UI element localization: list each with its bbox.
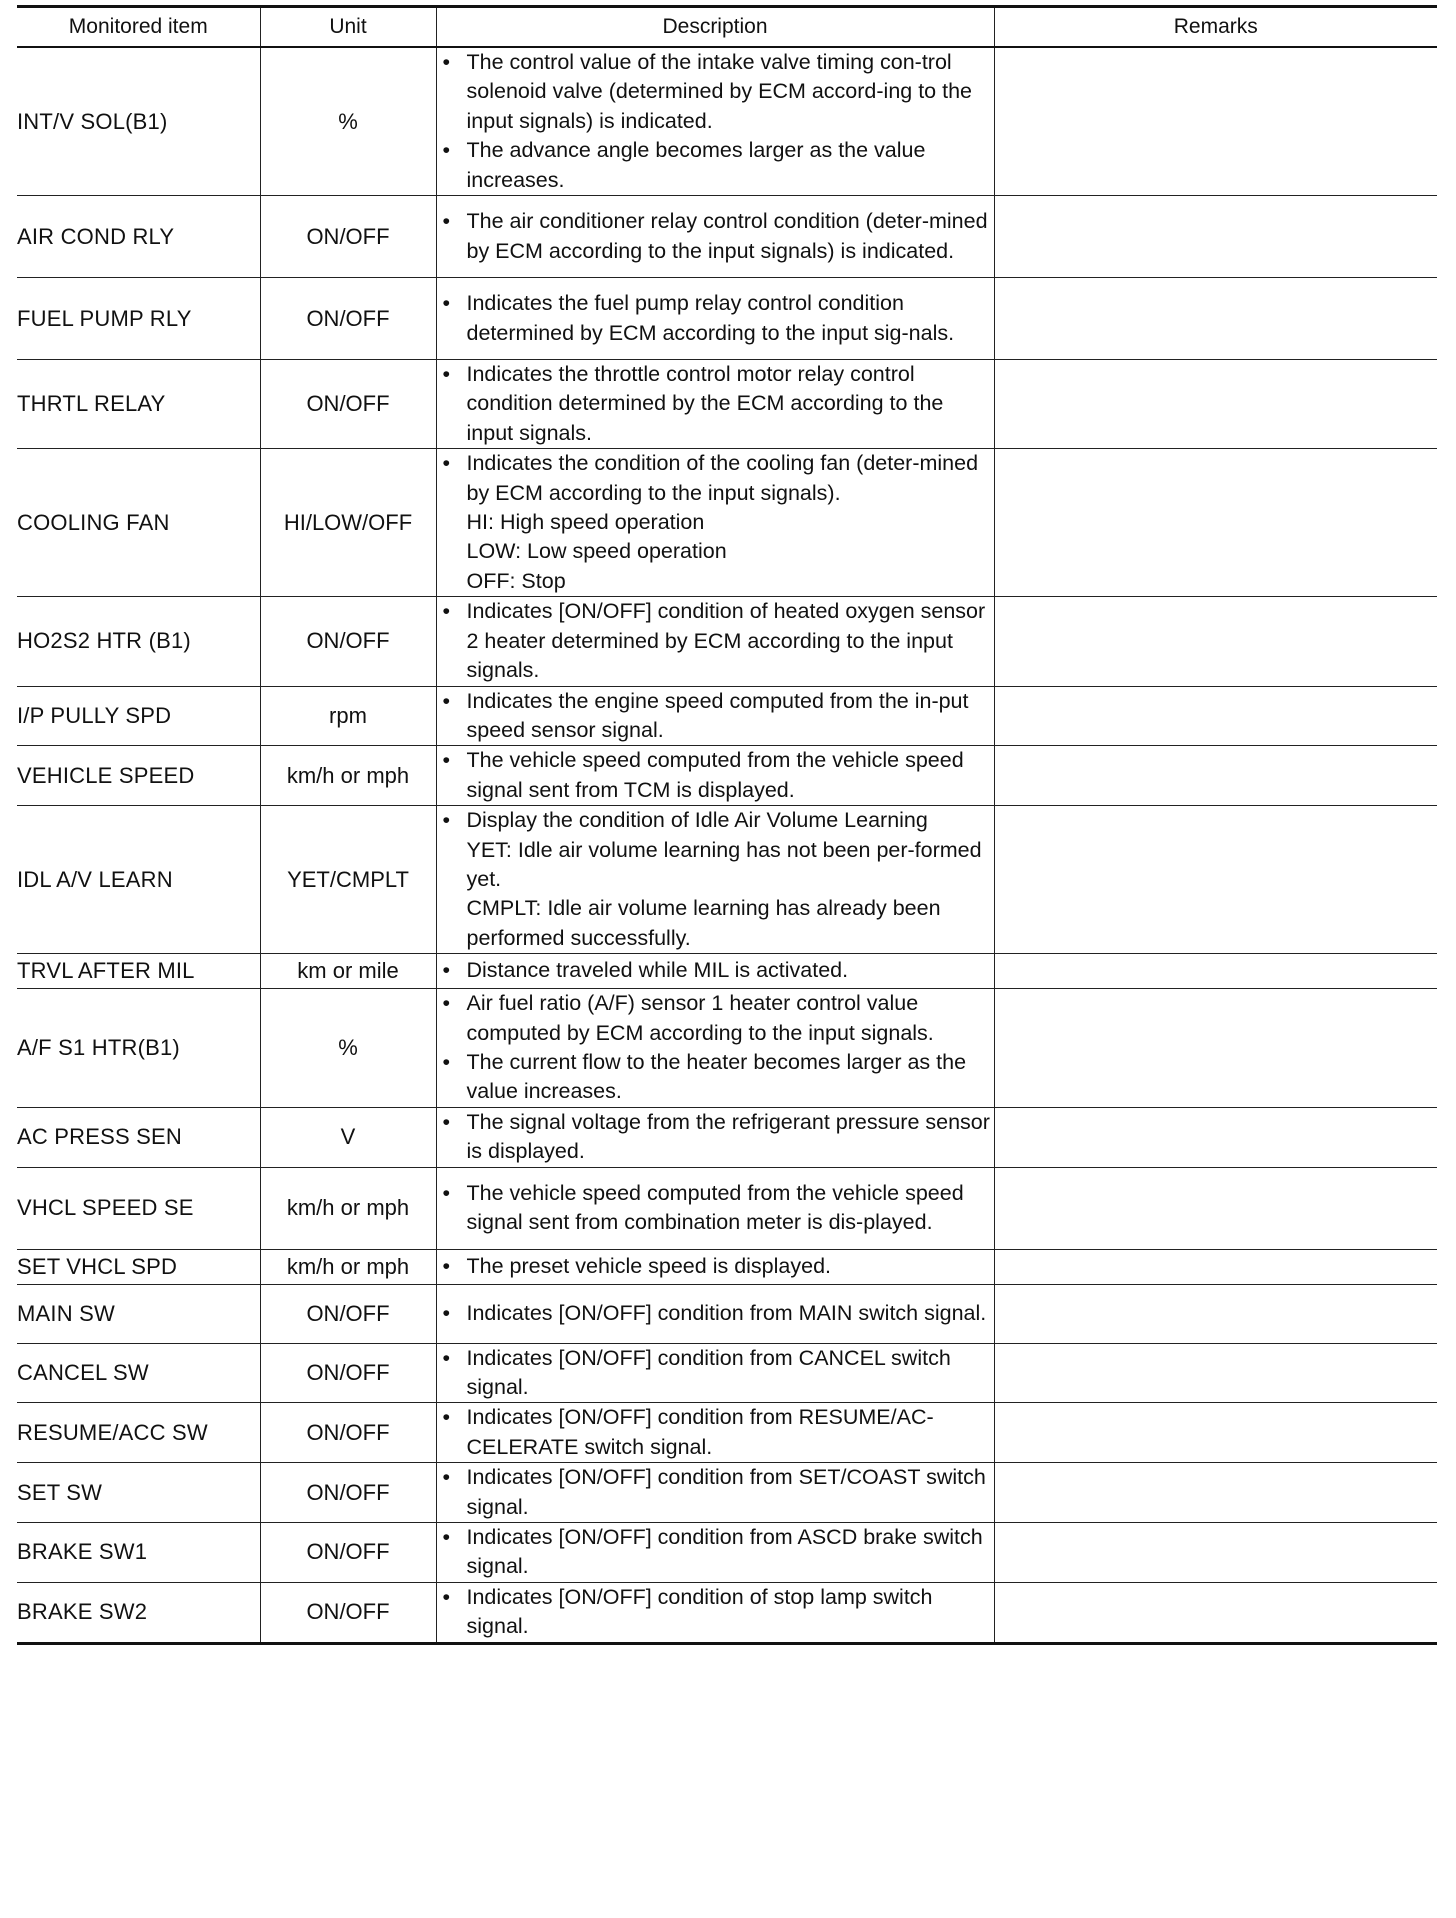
table-row bbox=[17, 746, 1437, 806]
monitored-item-cell: SET SW bbox=[17, 1463, 260, 1523]
monitored-item-cell: BRAKE SW1 bbox=[17, 1523, 260, 1583]
unit-cell: ON/OFF bbox=[260, 1403, 436, 1463]
description-bullet: • The current flow to the heater becomes larger as the value increases. bbox=[437, 1048, 994, 1107]
description-cell bbox=[436, 449, 994, 597]
unit-cell: rpm bbox=[260, 686, 436, 746]
description-bullet-list bbox=[437, 1523, 994, 1582]
description-subline: CMPLT: Idle air volume learning has already been performed successfully. bbox=[466, 896, 941, 950]
unit-cell: km/h or mph bbox=[260, 746, 436, 806]
monitored-item-cell: A/F S1 HTR(B1) bbox=[17, 989, 260, 1108]
monitored-item-cell: FUEL PUMP RLY bbox=[17, 278, 260, 360]
description-subline: LOW: Low speed operation bbox=[466, 539, 727, 564]
table-row bbox=[17, 686, 1437, 746]
remarks-cell bbox=[994, 1582, 1437, 1643]
table-row bbox=[17, 1403, 1437, 1463]
description-bullet: • The advance angle becomes larger as the value increases. bbox=[437, 136, 994, 195]
description-cell bbox=[436, 989, 994, 1108]
unit-cell: HI/LOW/OFF bbox=[260, 449, 436, 597]
unit-cell: % bbox=[260, 47, 436, 196]
description-subline: OFF: Stop bbox=[466, 568, 566, 593]
unit-cell: ON/OFF bbox=[260, 360, 436, 449]
header-monitored-item: Monitored item bbox=[17, 7, 260, 48]
table-row bbox=[17, 360, 1437, 449]
description-bullet-list bbox=[437, 1108, 994, 1167]
monitored-item-cell: INT/V SOL(B1) bbox=[17, 47, 260, 196]
unit-cell: km or mile bbox=[260, 954, 436, 989]
description-cell bbox=[436, 746, 994, 806]
description-bullet-list bbox=[437, 1252, 994, 1281]
table-row bbox=[17, 1107, 1437, 1167]
unit-cell: ON/OFF bbox=[260, 196, 436, 278]
description-bullet: • Indicates the engine speed computed from the in-put speed sensor signal. bbox=[437, 687, 994, 746]
description-cell bbox=[436, 597, 994, 686]
table-row bbox=[17, 954, 1437, 989]
table-row bbox=[17, 1284, 1437, 1343]
monitored-item-cell: THRTL RELAY bbox=[17, 360, 260, 449]
description-bullet: • Indicates [ON/OFF] condition from ASCD brake switch signal. bbox=[437, 1523, 994, 1582]
description-cell bbox=[436, 360, 994, 449]
description-bullet: • Display the condition of Idle Air Volume Learning bbox=[437, 806, 994, 835]
monitored-item-cell: I/P PULLY SPD bbox=[17, 686, 260, 746]
monitored-item-cell: TRVL AFTER MIL bbox=[17, 954, 260, 989]
table-row bbox=[17, 196, 1437, 278]
description-bullet-list bbox=[437, 360, 994, 448]
description-bullet: • The vehicle speed computed from the vehicle speed signal sent from TCM is displayed. bbox=[437, 746, 994, 805]
description-bullet-list bbox=[437, 746, 994, 805]
description-bullet-list bbox=[437, 1299, 994, 1328]
description-bullet: • Indicates [ON/OFF] condition from MAIN switch signal. bbox=[437, 1299, 994, 1328]
description-bullet-list bbox=[437, 1463, 994, 1522]
remarks-cell bbox=[994, 1249, 1437, 1284]
description-cell bbox=[436, 806, 994, 954]
description-cell bbox=[436, 1523, 994, 1583]
remarks-cell bbox=[994, 47, 1437, 196]
description-bullet: • Indicates the fuel pump relay control condition determined by ECM according to the input sig-nals. bbox=[437, 289, 994, 348]
description-bullet-list bbox=[437, 1403, 994, 1462]
description-bullet-list bbox=[437, 1344, 994, 1403]
description-bullet-list bbox=[437, 1179, 994, 1238]
description-bullet-list bbox=[437, 806, 994, 835]
remarks-cell bbox=[994, 954, 1437, 989]
remarks-cell bbox=[994, 597, 1437, 686]
description-bullet: • Distance traveled while MIL is activated. bbox=[437, 956, 994, 985]
monitored-item-cell: HO2S2 HTR (B1) bbox=[17, 597, 260, 686]
description-cell bbox=[436, 47, 994, 196]
table-row bbox=[17, 1167, 1437, 1249]
remarks-cell bbox=[994, 196, 1437, 278]
table-row bbox=[17, 278, 1437, 360]
description-subline: YET: Idle air volume learning has not been per-formed yet. bbox=[466, 837, 982, 891]
remarks-cell bbox=[994, 1167, 1437, 1249]
table-header-row bbox=[17, 7, 1437, 48]
description-bullet-list bbox=[437, 449, 994, 508]
unit-cell: km/h or mph bbox=[260, 1167, 436, 1249]
monitored-items-table bbox=[17, 5, 1437, 1645]
description-bullet: • Indicates the throttle control motor relay control condition determined by the ECM according to the input signals. bbox=[437, 360, 994, 448]
remarks-cell bbox=[994, 1463, 1437, 1523]
description-cell bbox=[436, 278, 994, 360]
description-cell bbox=[436, 1403, 994, 1463]
description-bullet: • Indicates [ON/OFF] condition of stop lamp switch signal. bbox=[437, 1583, 994, 1642]
table-row bbox=[17, 1523, 1437, 1583]
remarks-cell bbox=[994, 1284, 1437, 1343]
description-bullet: • Indicates the condition of the cooling fan (deter-mined by ECM according to the input signals). bbox=[437, 449, 994, 508]
header-description: Description bbox=[436, 7, 994, 48]
description-bullet: • The control value of the intake valve timing con-trol solenoid valve (determined by ECM accord-ing to the input signals) is indicated. bbox=[437, 48, 994, 136]
monitored-item-cell: VHCL SPEED SE bbox=[17, 1167, 260, 1249]
description-cell bbox=[436, 1582, 994, 1643]
description-bullet: • The signal voltage from the refrigerant pressure sensor is displayed. bbox=[437, 1108, 994, 1167]
remarks-cell bbox=[994, 989, 1437, 1108]
description-cell bbox=[436, 1249, 994, 1284]
description-cell bbox=[436, 1167, 994, 1249]
remarks-cell bbox=[994, 746, 1437, 806]
description-bullet: • Indicates [ON/OFF] condition from SET/COAST switch signal. bbox=[437, 1463, 994, 1522]
remarks-cell bbox=[994, 1523, 1437, 1583]
table-row bbox=[17, 47, 1437, 196]
remarks-cell bbox=[994, 278, 1437, 360]
monitored-item-cell: VEHICLE SPEED bbox=[17, 746, 260, 806]
description-cell bbox=[436, 1107, 994, 1167]
monitored-item-cell: AC PRESS SEN bbox=[17, 1107, 260, 1167]
remarks-cell bbox=[994, 1403, 1437, 1463]
unit-cell: ON/OFF bbox=[260, 597, 436, 686]
unit-cell: V bbox=[260, 1107, 436, 1167]
header-remarks: Remarks bbox=[994, 7, 1437, 48]
description-bullet-list bbox=[437, 597, 994, 685]
description-bullet-list bbox=[437, 207, 994, 266]
unit-cell: % bbox=[260, 989, 436, 1108]
table-row bbox=[17, 597, 1437, 686]
remarks-cell bbox=[994, 360, 1437, 449]
monitored-item-cell: COOLING FAN bbox=[17, 449, 260, 597]
description-cell bbox=[436, 1343, 994, 1403]
unit-cell: ON/OFF bbox=[260, 1582, 436, 1643]
description-cell bbox=[436, 686, 994, 746]
table-row bbox=[17, 989, 1437, 1108]
description-bullet-list bbox=[437, 48, 994, 195]
remarks-cell bbox=[994, 686, 1437, 746]
table-row bbox=[17, 1463, 1437, 1523]
description-bullet-list bbox=[437, 956, 994, 985]
unit-cell: ON/OFF bbox=[260, 1523, 436, 1583]
table-row bbox=[17, 1343, 1437, 1403]
description-cell bbox=[436, 196, 994, 278]
description-bullet: • The air conditioner relay control condition (deter-mined by ECM according to the input signals) is indicated. bbox=[437, 207, 994, 266]
unit-cell: ON/OFF bbox=[260, 278, 436, 360]
description-cell bbox=[436, 1284, 994, 1343]
description-bullet: • Air fuel ratio (A/F) sensor 1 heater control value computed by ECM according to the input signals. bbox=[437, 989, 994, 1048]
unit-cell: YET/CMPLT bbox=[260, 806, 436, 954]
monitored-item-cell: MAIN SW bbox=[17, 1284, 260, 1343]
description-cell bbox=[436, 1463, 994, 1523]
remarks-cell bbox=[994, 1107, 1437, 1167]
unit-cell: ON/OFF bbox=[260, 1463, 436, 1523]
table-row bbox=[17, 806, 1437, 954]
description-bullet: • The preset vehicle speed is displayed. bbox=[437, 1252, 994, 1281]
description-bullet: • Indicates [ON/OFF] condition from RESUME/AC-CELERATE switch signal. bbox=[437, 1403, 994, 1462]
table-body bbox=[17, 47, 1437, 1643]
remarks-cell bbox=[994, 449, 1437, 597]
remarks-cell bbox=[994, 806, 1437, 954]
table-row bbox=[17, 1249, 1437, 1284]
remarks-cell bbox=[994, 1343, 1437, 1403]
unit-cell: ON/OFF bbox=[260, 1343, 436, 1403]
monitored-item-cell: IDL A/V LEARN bbox=[17, 806, 260, 954]
monitored-item-cell: SET VHCL SPD bbox=[17, 1249, 260, 1284]
header-unit: Unit bbox=[260, 7, 436, 48]
unit-cell: km/h or mph bbox=[260, 1249, 436, 1284]
description-bullet: • Indicates [ON/OFF] condition of heated oxygen sensor 2 heater determined by ECM according to the input signals. bbox=[437, 597, 994, 685]
description-cell bbox=[436, 954, 994, 989]
description-subline: HI: High speed operation bbox=[466, 510, 705, 535]
monitored-item-cell: CANCEL SW bbox=[17, 1343, 260, 1403]
description-bullet: • The vehicle speed computed from the vehicle speed signal sent from combination meter is dis-played. bbox=[437, 1179, 994, 1238]
monitored-item-cell: RESUME/ACC SW bbox=[17, 1403, 260, 1463]
description-bullet: • Indicates [ON/OFF] condition from CANCEL switch signal. bbox=[437, 1344, 994, 1403]
unit-cell: ON/OFF bbox=[260, 1284, 436, 1343]
monitored-item-cell: AIR COND RLY bbox=[17, 196, 260, 278]
table-row bbox=[17, 1582, 1437, 1643]
description-bullet-list bbox=[437, 989, 994, 1107]
description-bullet-list bbox=[437, 1583, 994, 1642]
monitored-item-cell: BRAKE SW2 bbox=[17, 1582, 260, 1643]
description-bullet-list bbox=[437, 289, 994, 348]
table-row bbox=[17, 449, 1437, 597]
description-bullet-list bbox=[437, 687, 994, 746]
